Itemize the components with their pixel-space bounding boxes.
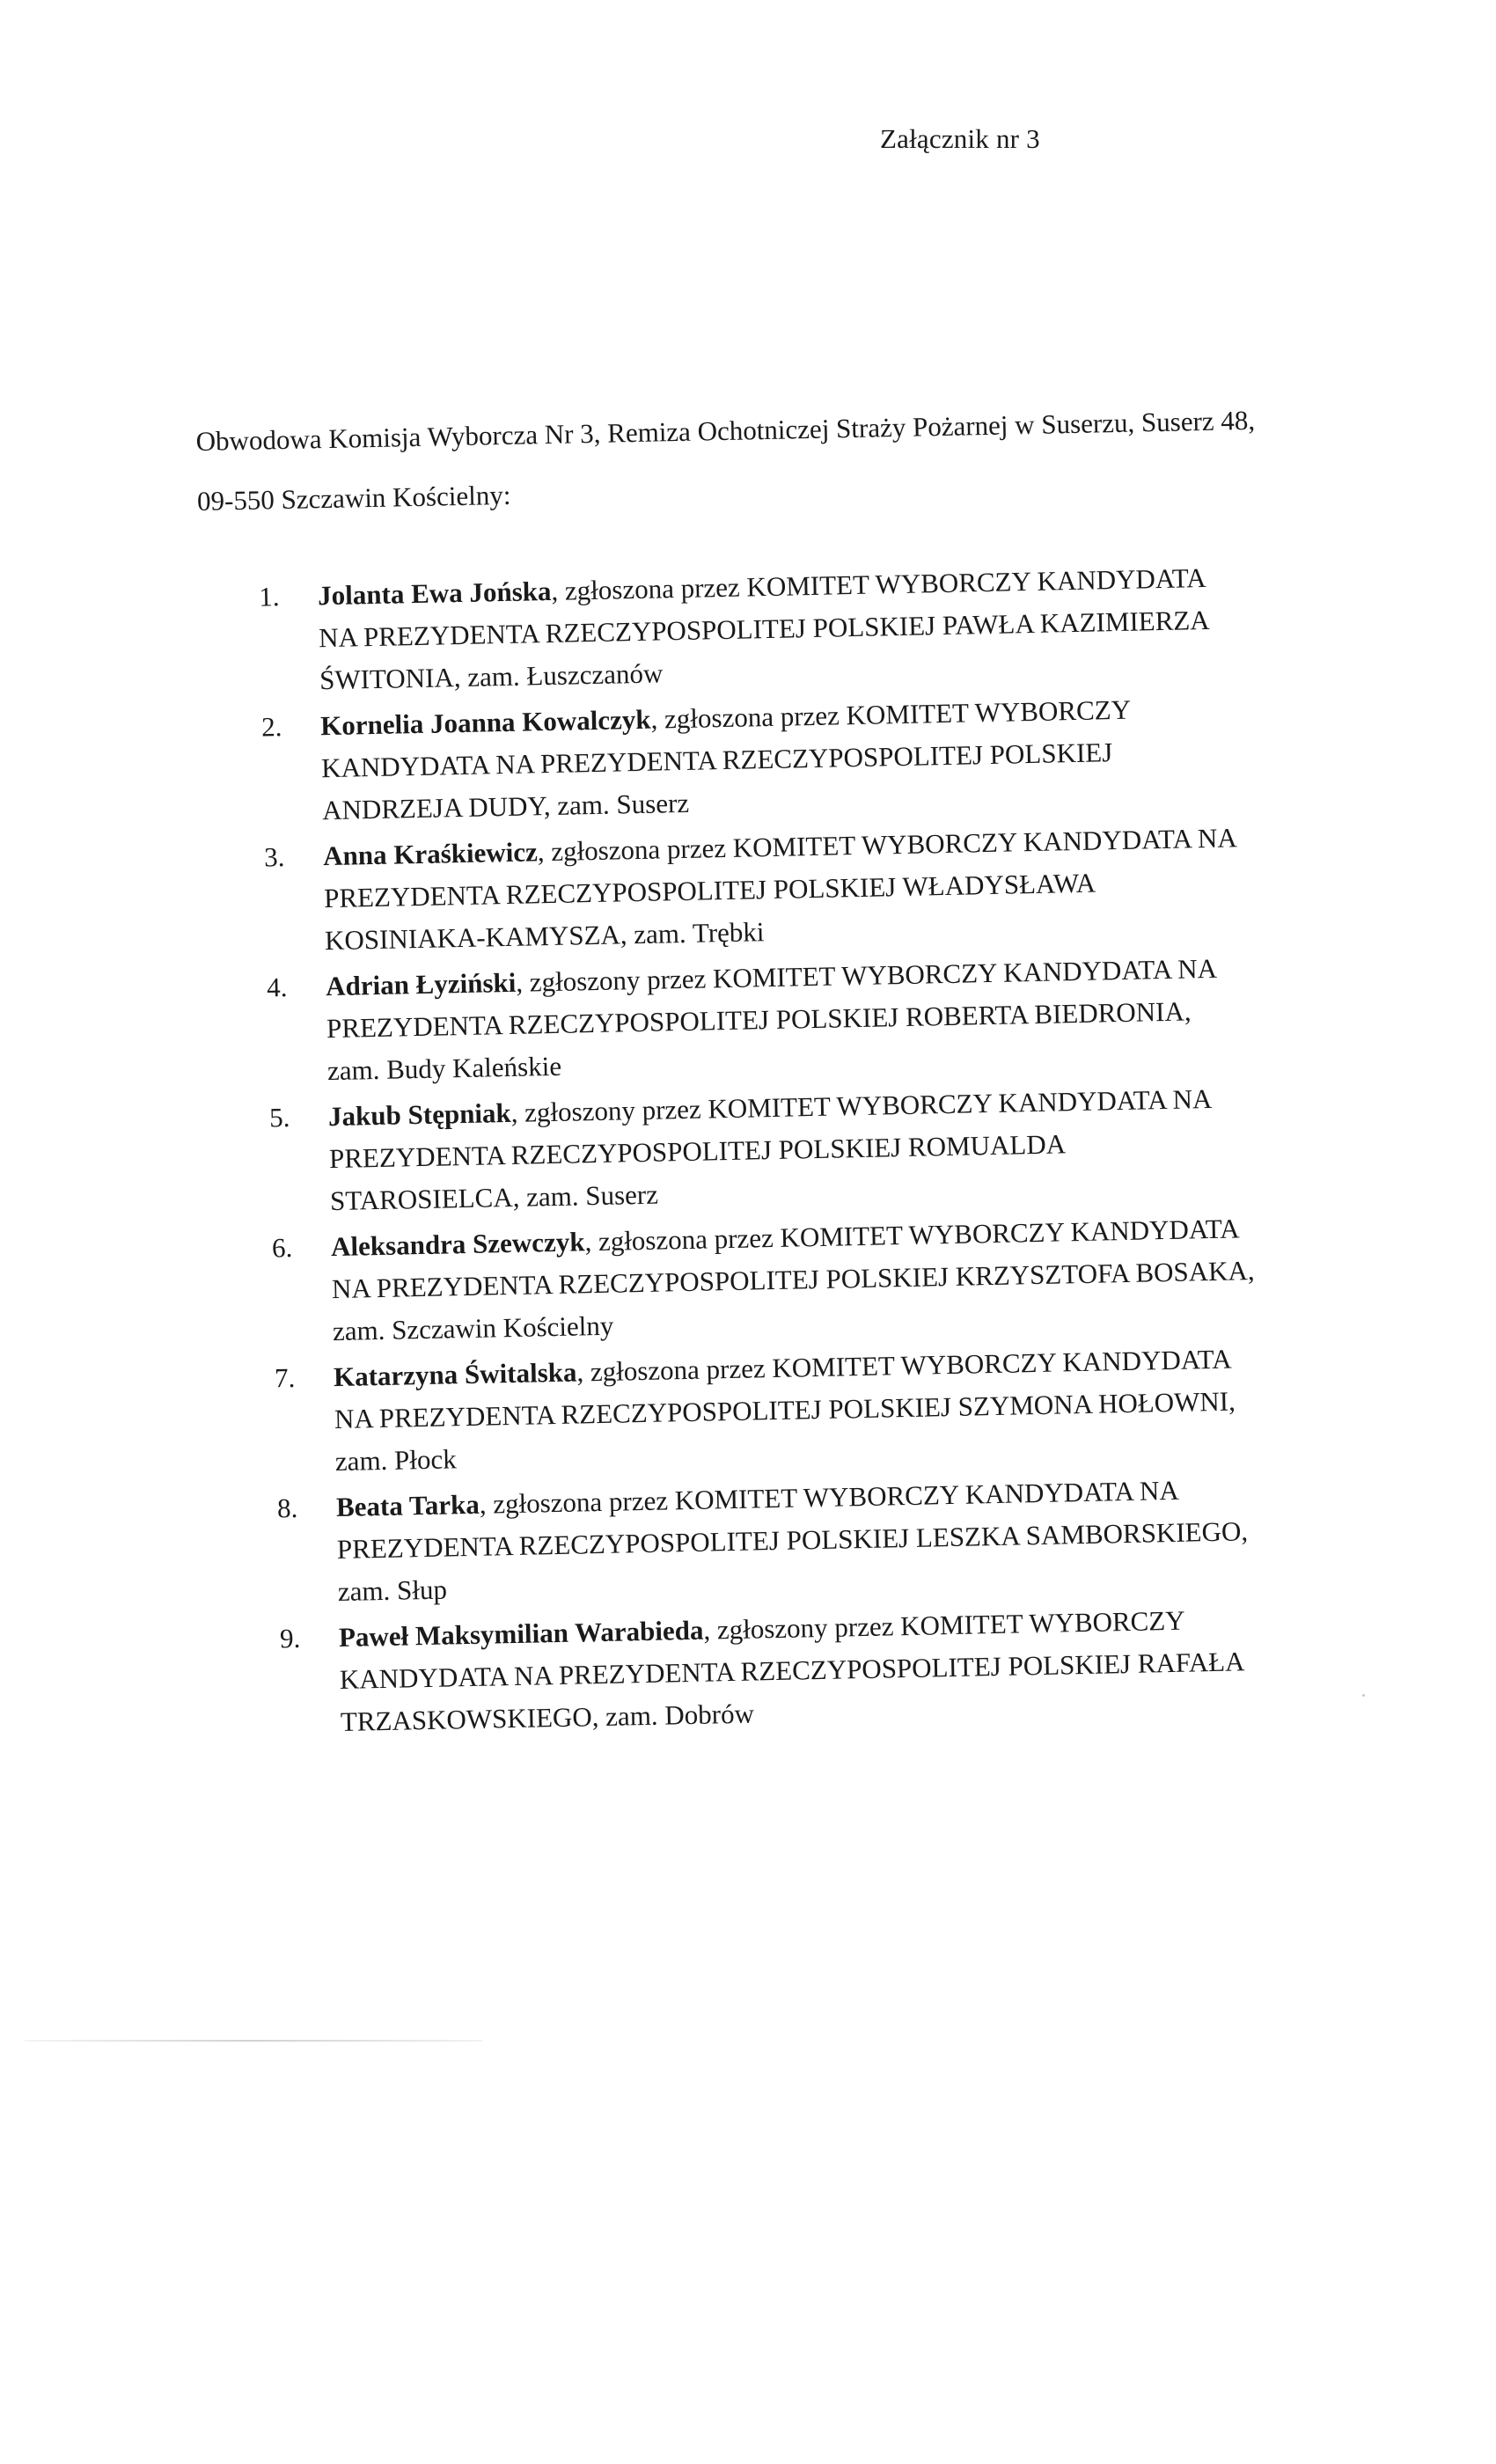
members-list	[199, 554, 1392, 1745]
item-line-3: zam. Szczawin Kościelny	[332, 1309, 614, 1347]
item-line-2: KANDYDATA NA PREZYDENTA RZECZYPOSPOLITEJ POLSKIEJ	[320, 737, 1113, 784]
member-name: Jakub Stępniak	[327, 1096, 512, 1133]
member-name: Katarzyna Świtalska	[333, 1356, 577, 1393]
item-line-3: ANDRZEJA DUDY, zam. Suserz	[321, 787, 690, 826]
item-number: 5.	[268, 1102, 290, 1133]
item-line-3: KOSINIAKA-KAMYSZA, zam. Trębki	[324, 916, 765, 957]
list-item	[199, 554, 1372, 704]
member-name: Aleksandra Szewczyk	[330, 1226, 585, 1263]
item-number: 6.	[271, 1231, 293, 1264]
item-line-2: NA PREZYDENTA RZECZYPOSPOLITEJ POLSKIEJ KRZYSZTOFA BOSAKA,	[331, 1255, 1255, 1305]
list-item	[209, 1074, 1382, 1225]
nomination-text: , zgłoszona przez KOMITET WYBORCZY	[650, 693, 1132, 735]
member-name: Jolanta Ewa Jońska	[317, 575, 552, 612]
nomination-text: , zgłoszona przez KOMITET WYBORCZY KANDYDATA	[551, 561, 1206, 606]
commission-heading-line-1: Obwodowa Komisja Wyborcza Nr 3, Remiza Ochotniczej Straży Pożarnej w Suserzu, Suserz 48,	[195, 404, 1256, 457]
list-item	[220, 1595, 1393, 1746]
nomination-text: , zgłoszona przez KOMITET WYBORCZY KANDYDATA NA	[537, 822, 1238, 868]
item-number: 8.	[276, 1492, 298, 1524]
attachment-label: Załącznik nr 3	[880, 123, 1040, 154]
item-line-3: zam. Słup	[337, 1573, 448, 1608]
item-line-3: ŚWITONIA, zam. Łuszczanów	[319, 657, 664, 696]
member-name: Anna Kraśkiewicz	[322, 836, 539, 872]
item-number: 9.	[279, 1622, 301, 1654]
item-line-2: PREZYDENTA RZECZYPOSPOLITEJ POLSKIEJ ROBERTA BIEDRONIA,	[326, 995, 1192, 1045]
list-item	[204, 814, 1377, 964]
document-body	[195, 388, 1392, 1749]
list-item	[215, 1335, 1388, 1485]
nomination-text: , zgłoszona przez KOMITET WYBORCZY KANDYDATA NA	[479, 1474, 1180, 1520]
commission-heading-line-2: 09-550 Szczawin Kościelny:	[196, 479, 511, 517]
member-name: Paweł Maksymilian Warabieda	[338, 1614, 704, 1654]
item-line-3: STAROSIELCA, zam. Suserz	[329, 1178, 659, 1217]
list-item	[212, 1205, 1385, 1355]
item-line-3: TRZASKOWSKIEGO, zam. Dobrów	[340, 1698, 755, 1737]
item-number: 7.	[274, 1361, 296, 1394]
member-name: Kornelia Joanna Kowalczyk	[319, 703, 651, 742]
list-item	[202, 684, 1375, 834]
member-name: Adrian Łyziński	[325, 966, 517, 1002]
nomination-text: , zgłoszona przez KOMITET WYBORCZY KANDYDATA	[584, 1213, 1240, 1258]
item-line-2: NA PREZYDENTA RZECZYPOSPOLITEJ POLSKIEJ SZYMONA HOŁOWNI,	[334, 1385, 1236, 1435]
nomination-text: , zgłoszona przez KOMITET WYBORCZY KANDYDATA	[576, 1343, 1232, 1388]
commission-heading	[195, 388, 1368, 532]
list-item	[217, 1465, 1390, 1616]
item-line-3: zam. Budy Kaleńskie	[326, 1050, 562, 1087]
nomination-text: , zgłoszony przez KOMITET WYBORCZY	[703, 1604, 1185, 1646]
item-number: 3.	[263, 841, 285, 873]
nomination-text: , zgłoszony przez KOMITET WYBORCZY KANDYDATA NA	[510, 1082, 1213, 1128]
member-name: Beata Tarka	[335, 1488, 480, 1523]
item-line-2: PREZYDENTA RZECZYPOSPOLITEJ POLSKIEJ LESZKA SAMBORSKIEGO,	[336, 1515, 1249, 1566]
nomination-text: , zgłoszony przez KOMITET WYBORCZY KANDYDATA NA	[515, 952, 1218, 998]
item-number: 2.	[260, 711, 282, 743]
item-line-2: KANDYDATA NA PREZYDENTA RZECZYPOSPOLITEJ POLSKIEJ RAFAŁA	[339, 1646, 1245, 1695]
list-item	[207, 944, 1380, 1095]
item-number: 4.	[266, 972, 288, 1003]
item-line-2: NA PREZYDENTA RZECZYPOSPOLITEJ POLSKIEJ PAWŁA KAZIMIERZA	[318, 604, 1210, 654]
scan-artifact-dot	[1362, 1694, 1365, 1697]
scan-artifact-line	[25, 2040, 482, 2042]
item-line-2: PREZYDENTA RZECZYPOSPOLITEJ POLSKIEJ ROMUALDA	[328, 1128, 1067, 1175]
item-line-3: zam. Płock	[334, 1443, 458, 1478]
item-line-2: PREZYDENTA RZECZYPOSPOLITEJ POLSKIEJ WŁADYSŁAWA	[323, 867, 1096, 914]
item-number: 1.	[258, 581, 280, 612]
